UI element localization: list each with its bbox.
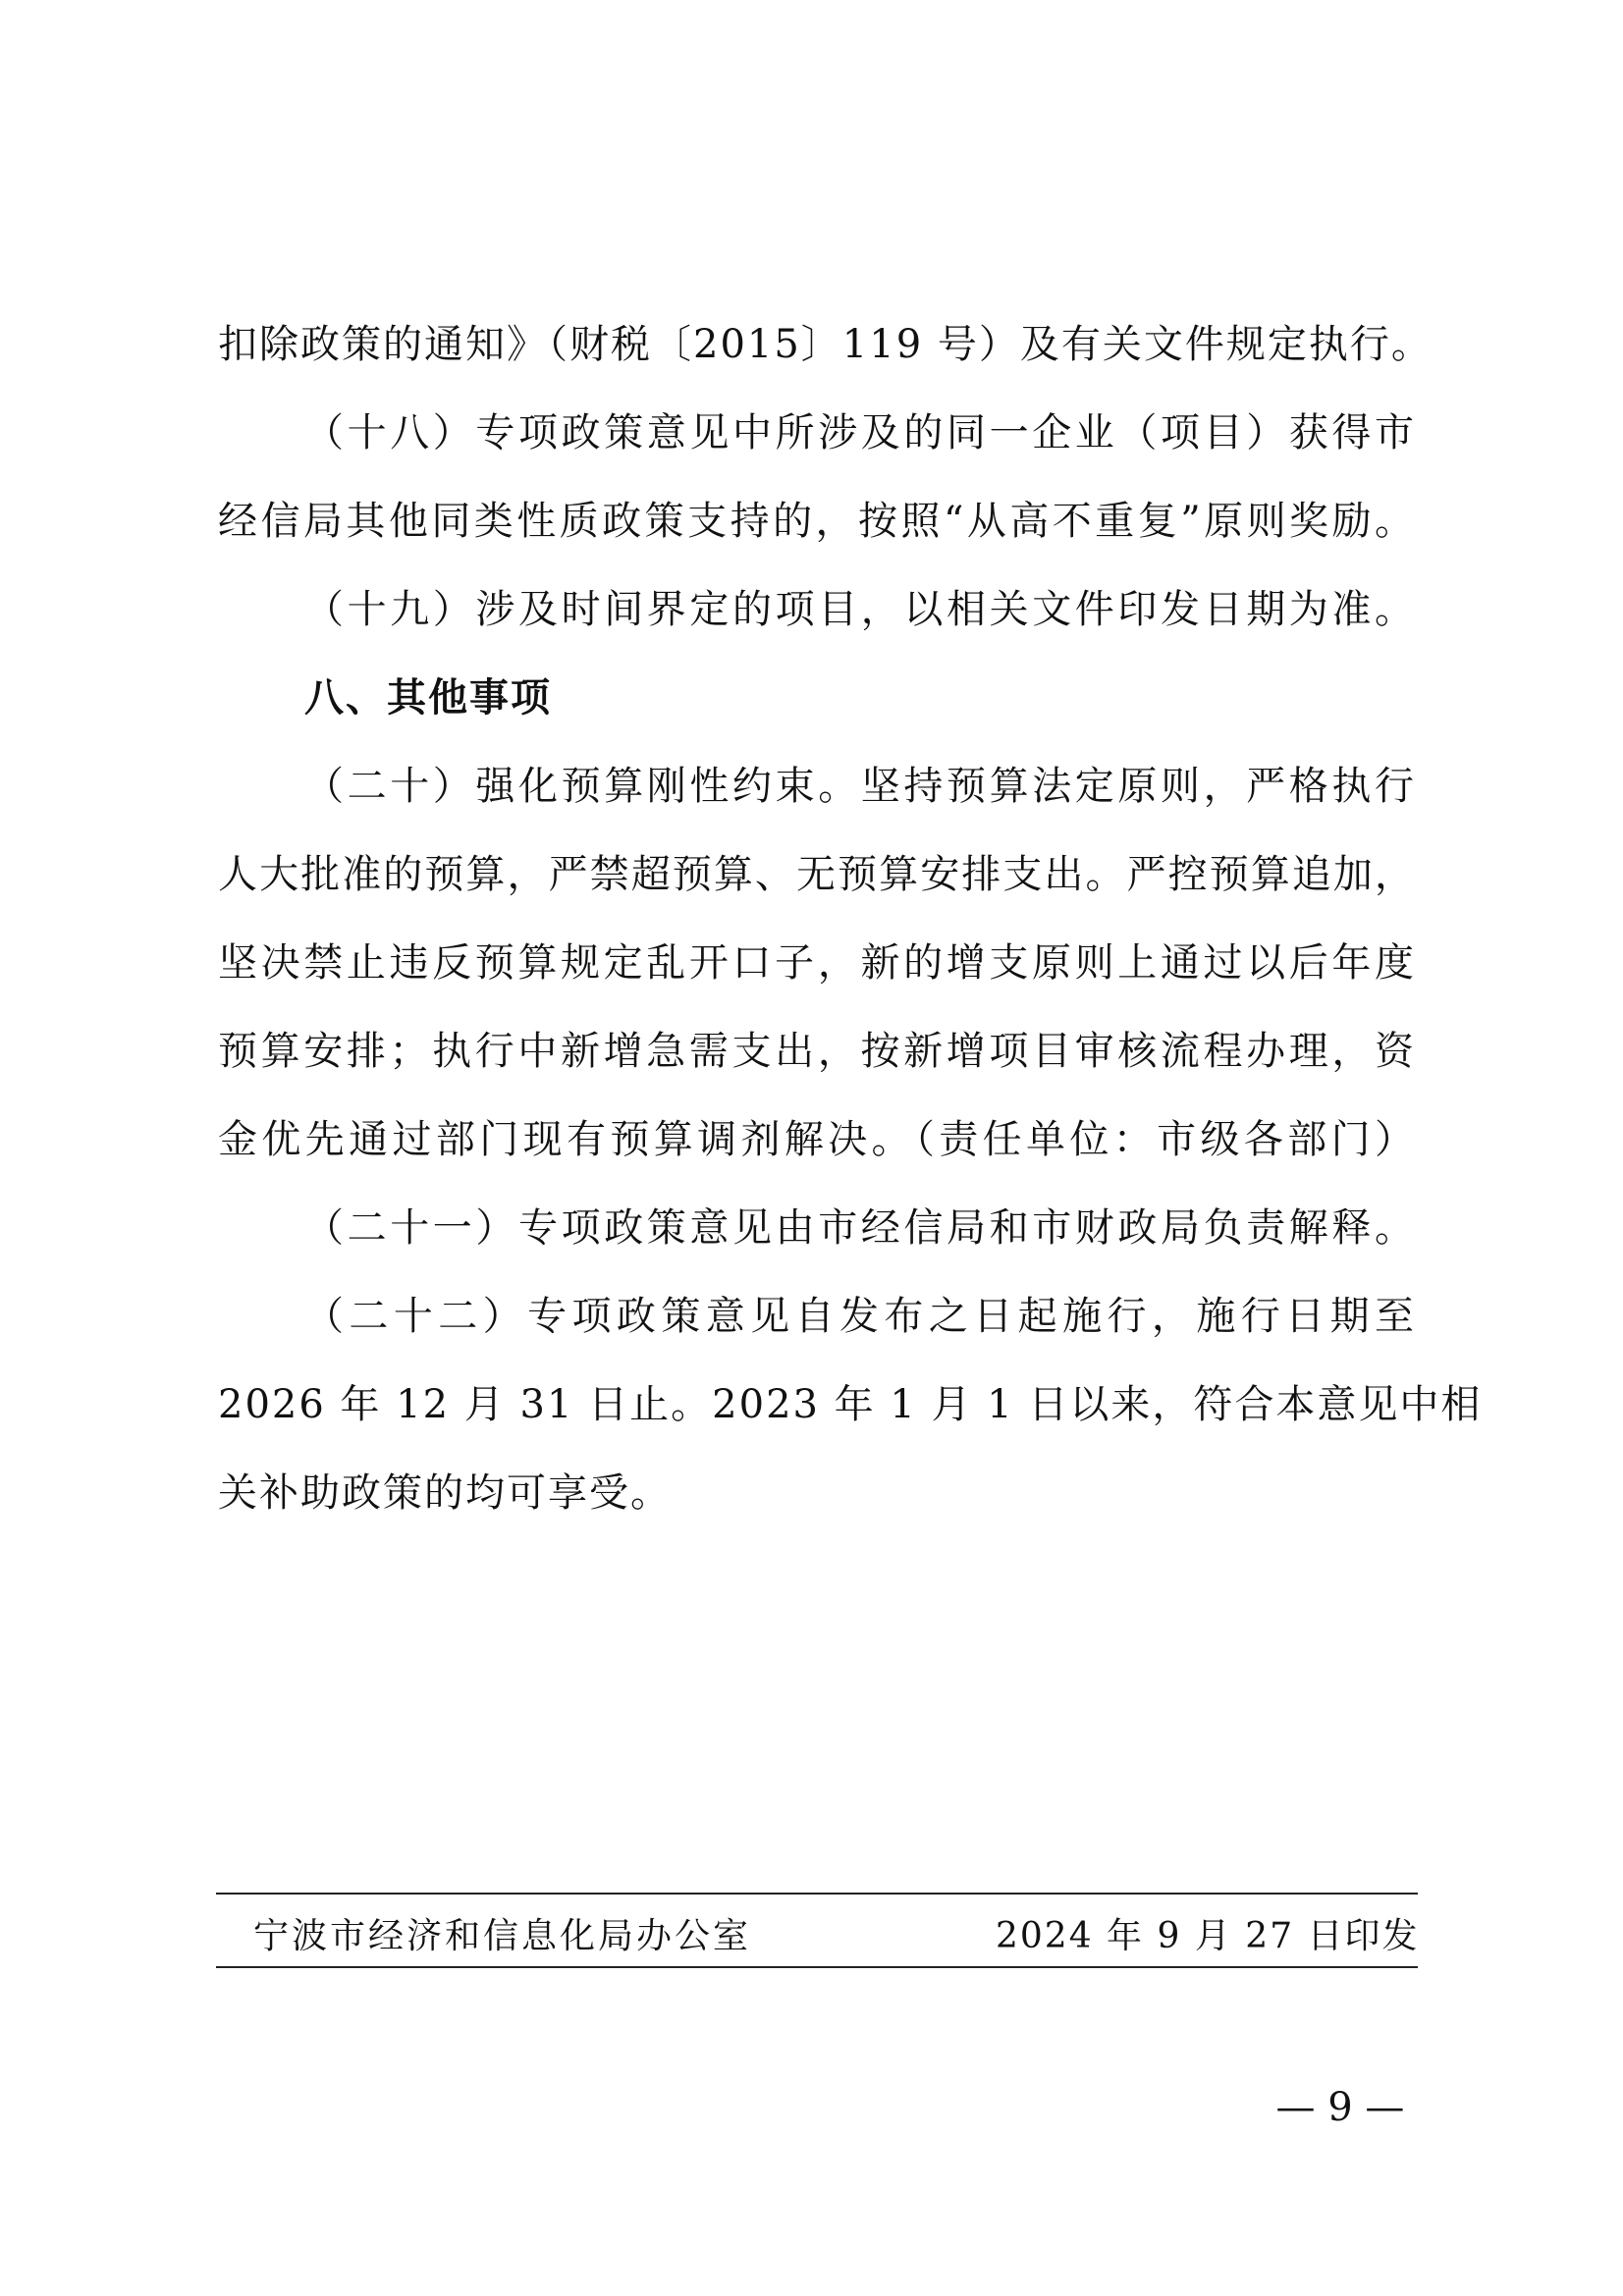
footer-bottom-rule	[216, 1966, 1418, 1968]
body-line: （二十二）专项政策意见自发布之日起施行，施行日期至	[304, 1294, 1416, 1339]
footer-issue-date: 2024 年 9 月 27 日印发	[996, 1916, 1420, 1956]
body-line: 人大批准的预算，严禁超预算、无预算安排支出。严控预算追加，	[218, 852, 1416, 897]
page-number: — 9 —	[1275, 2085, 1405, 2130]
body-line: （二十一）专项政策意见由市经信局和市财政局负责解释。	[304, 1205, 1416, 1251]
body-line: 2026 年 12 月 31 日止。2023 年 1 月 1 日以来，符合本意见中相	[218, 1382, 1483, 1427]
footer-top-rule	[216, 1893, 1418, 1895]
body-line: 金优先通过部门现有预算调剂解决。（责任单位：市级各部门）	[218, 1117, 1416, 1162]
body-line: （二十）强化预算刚性约束。坚持预算法定原则，严格执行	[304, 764, 1416, 809]
footer-issuer: 宁波市经济和信息化局办公室	[253, 1916, 752, 1956]
body-line: 坚决禁止违反预算规定乱开口子，新的增支原则上通过以后年度	[218, 940, 1416, 986]
body-line: （十八）专项政策意见中所涉及的同一企业（项目）获得市	[304, 410, 1416, 455]
section-heading: 八、其他事项	[304, 675, 552, 721]
body-line: 关补助政策的均可享受。	[218, 1470, 672, 1516]
body-line: 预算安排；执行中新增急需支出，按新增项目审核流程办理，资	[218, 1029, 1416, 1074]
body-line: （十九）涉及时间界定的项目，以相关文件印发日期为准。	[304, 587, 1416, 632]
body-line: 扣除政策的通知》（财税〔2015〕119 号）及有关文件规定执行。	[218, 322, 1433, 367]
document-body	[218, 300, 1483, 1537]
body-line: 经信局其他同类性质政策支持的，按照“从高不重复”原则奖励。	[218, 499, 1416, 544]
